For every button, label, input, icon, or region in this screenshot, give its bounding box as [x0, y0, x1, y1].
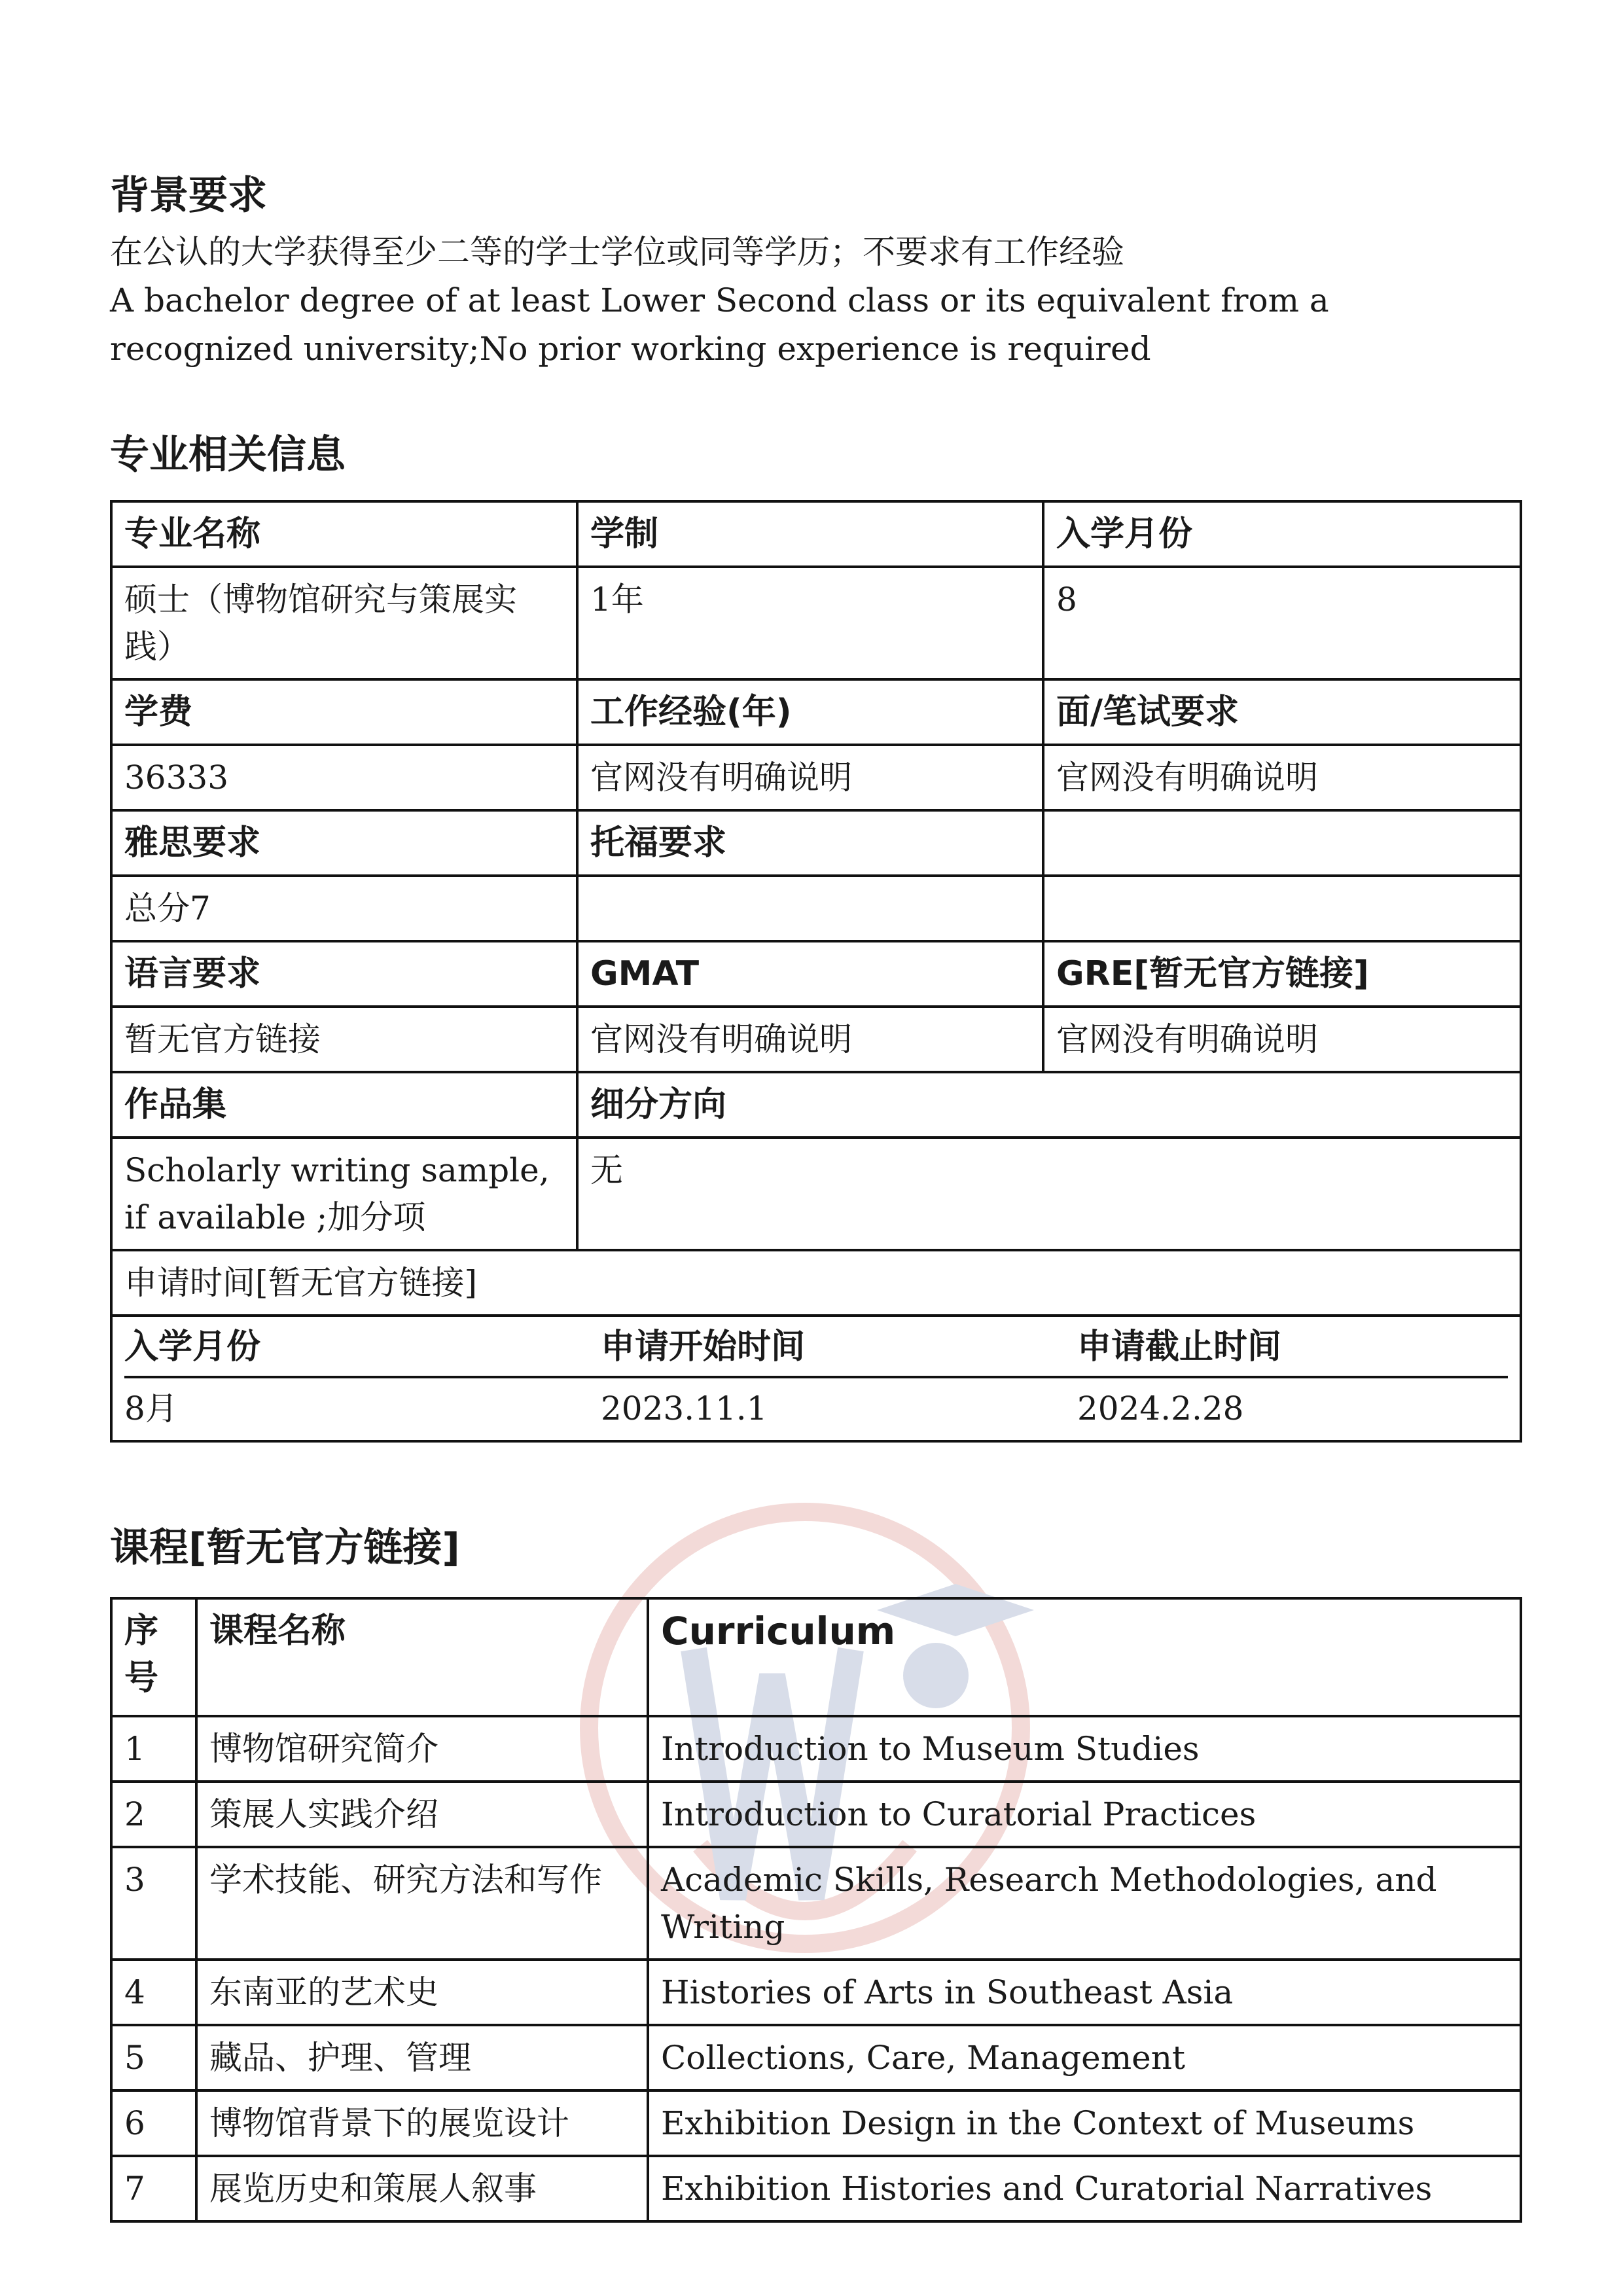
table-cell: 6 — [111, 2090, 196, 2156]
table-cell: 8 — [1043, 567, 1521, 679]
background-line-en: A bachelor degree of at least Lower Second class or its equivalent from a recognized university;No prior working experience is required — [110, 281, 1329, 368]
table-row — [111, 2025, 1521, 2090]
table-cell: Academic Skills, Research Methodologies, and Writing — [648, 1847, 1521, 1960]
table-cell: Scholarly writing sample, if available ;加分项 — [111, 1138, 577, 1250]
application-time-label: 申请时间[暂无官方链接] — [111, 1250, 1521, 1316]
table-cell: 博物馆背景下的展览设计 — [196, 2090, 648, 2156]
table-cell: 3 — [111, 1847, 196, 1960]
table-header-cell: 课程名称 — [196, 1598, 648, 1716]
table-row — [111, 2156, 1521, 2221]
table-cell: 36333 — [111, 745, 577, 810]
table-cell: 专业名称 — [111, 501, 577, 567]
table-row — [111, 941, 1521, 1007]
table-row — [111, 567, 1521, 679]
table-cell: 官网没有明确说明 — [577, 1007, 1043, 1072]
table-cell: 无 — [577, 1138, 1521, 1250]
table-cell: 托福要求 — [577, 810, 1043, 876]
table-cell — [577, 876, 1043, 941]
table-cell: 暂无官方链接 — [111, 1007, 577, 1072]
table-row — [111, 679, 1521, 745]
table-cell: 2 — [111, 1782, 196, 1847]
table-cell: 硕士（博物馆研究与策展实践） — [111, 567, 577, 679]
program-info-title: 专业相关信息 — [110, 432, 346, 478]
table-cell: 博物馆研究简介 — [196, 1716, 648, 1782]
table-row — [111, 1960, 1521, 2025]
table-row — [111, 1250, 1521, 1316]
table-row — [111, 876, 1521, 941]
table-cell: 1 — [111, 1716, 196, 1782]
table-cell: GMAT — [577, 941, 1043, 1007]
table-cell: 作品集 — [111, 1072, 577, 1138]
application-schedule — [111, 1316, 1521, 1441]
table-cell: 总分7 — [111, 876, 577, 941]
table-row — [111, 1138, 1521, 1250]
table-cell: 1年 — [577, 567, 1043, 679]
table-cell: Histories of Arts in Southeast Asia — [648, 1960, 1521, 2025]
table-cell: 5 — [111, 2025, 196, 2090]
table-cell: Exhibition Histories and Curatorial Narratives — [648, 2156, 1521, 2221]
table-cell: GRE[暂无官方链接] — [1043, 941, 1521, 1007]
table-cell: Introduction to Curatorial Practices — [648, 1782, 1521, 1847]
table-cell: 雅思要求 — [111, 810, 577, 876]
table-cell: Collections, Care, Management — [648, 2025, 1521, 2090]
table-row — [111, 1782, 1521, 1847]
table-row — [111, 1007, 1521, 1072]
application-value: 8月 — [124, 1390, 178, 1427]
table-row — [111, 745, 1521, 810]
table-cell: 4 — [111, 1960, 196, 2025]
table-cell — [1043, 876, 1521, 941]
application-header: 申请开始时间 — [601, 1323, 1077, 1378]
table-cell: 学费 — [111, 679, 577, 745]
table-cell: 语言要求 — [111, 941, 577, 1007]
background-title: 背景要求 — [110, 173, 267, 219]
background-line-cn: 在公认的大学获得至少二等的学士学位或同等学历；不要求有工作经验 — [110, 233, 1124, 271]
table-header-cell: 序号 — [111, 1598, 196, 1716]
application-header: 入学月份 — [124, 1323, 601, 1378]
table-cell: 藏品、护理、管理 — [196, 2025, 648, 2090]
application-value: 2023.11.1 — [601, 1390, 768, 1427]
table-cell: 策展人实践介绍 — [196, 1782, 648, 1847]
table-cell: 细分方向 — [577, 1072, 1521, 1138]
application-value: 2024.2.28 — [1077, 1390, 1244, 1427]
table-row — [111, 1847, 1521, 1960]
table-cell: 官网没有明确说明 — [1043, 1007, 1521, 1072]
table-cell: 入学月份 — [1043, 501, 1521, 567]
background-text — [110, 228, 1520, 373]
table-row — [111, 1716, 1521, 1782]
application-header: 申请截止时间 — [1077, 1323, 1508, 1378]
table-row — [111, 1316, 1521, 1441]
table-cell: 学制 — [577, 501, 1043, 567]
table-cell: Introduction to Museum Studies — [648, 1716, 1521, 1782]
table-cell — [1043, 810, 1521, 876]
table-cell: 7 — [111, 2156, 196, 2221]
table-row — [111, 501, 1521, 567]
table-cell: 工作经验(年) — [577, 679, 1043, 745]
table-cell: 学术技能、研究方法和写作 — [196, 1847, 648, 1960]
courses-title: 课程[暂无官方链接] — [110, 1525, 460, 1571]
table-cell: 官网没有明确说明 — [1043, 745, 1521, 810]
courses-table — [110, 1597, 1522, 2223]
table-cell: 官网没有明确说明 — [577, 745, 1043, 810]
table-header-cell: Curriculum — [648, 1598, 1521, 1716]
table-row — [111, 810, 1521, 876]
table-cell: 东南亚的艺术史 — [196, 1960, 648, 2025]
table-cell: 面/笔试要求 — [1043, 679, 1521, 745]
table-cell: Exhibition Design in the Context of Museums — [648, 2090, 1521, 2156]
table-row — [111, 1598, 1521, 1716]
table-cell: 展览历史和策展人叙事 — [196, 2156, 648, 2221]
program-info-table — [110, 500, 1522, 1443]
table-row — [111, 2090, 1521, 2156]
table-row — [111, 1072, 1521, 1138]
